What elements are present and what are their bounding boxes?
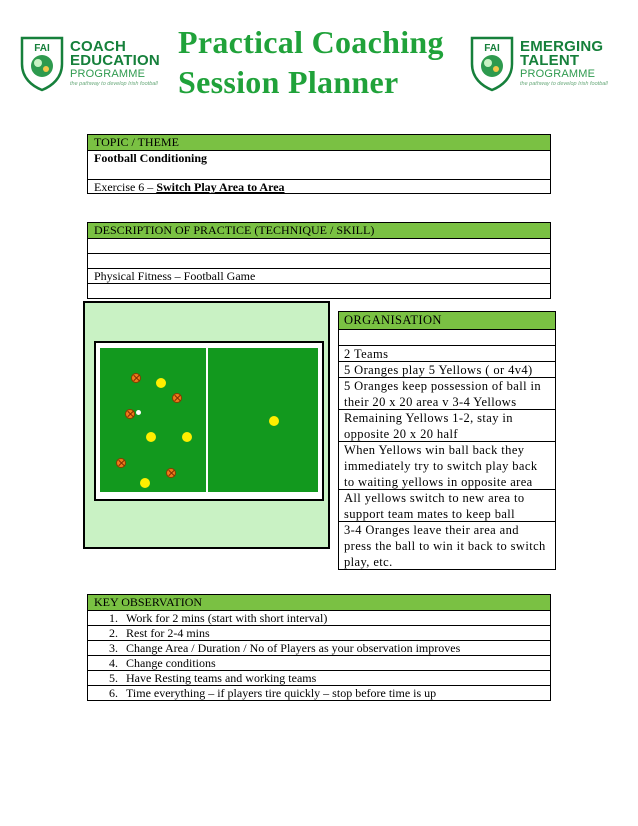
description-line bbox=[88, 253, 550, 268]
organisation-table bbox=[338, 311, 556, 570]
topic-header: TOPIC / THEME bbox=[88, 135, 550, 150]
organisation-row bbox=[339, 329, 555, 345]
pitch-field bbox=[100, 348, 318, 492]
logo-line-1: COACH bbox=[70, 38, 126, 55]
logo-line-3: PROGRAMME bbox=[520, 68, 596, 80]
organisation-row: Remaining Yellows 1-2, stay in opposite 20 x 20 half bbox=[339, 409, 555, 441]
logo-line-2: TALENT bbox=[520, 52, 580, 69]
pitch-diagram bbox=[83, 301, 330, 549]
exercise-prefix: Exercise 6 – bbox=[94, 180, 157, 193]
organisation-row: All yellows switch to new area to support team mates to keep ball bbox=[339, 489, 555, 521]
title-line-2: Session Planner bbox=[178, 64, 399, 100]
organisation-row: When Yellows win ball back they immediately try to switch play back to waiting yellows in opposite area bbox=[339, 441, 555, 489]
organisation-row: 3-4 Oranges leave their area and press the ball to win it back to switch play, etc. bbox=[339, 521, 555, 569]
yellow-player bbox=[269, 416, 279, 426]
observation-item: 4. Change conditions bbox=[88, 655, 550, 670]
description-header: DESCRIPTION OF PRACTICE (TECHNIQUE / SKILL) bbox=[88, 223, 550, 238]
yellow-player bbox=[140, 478, 150, 488]
emerging-talent-logo bbox=[468, 30, 620, 102]
orange-player bbox=[131, 373, 141, 383]
key-observation-header: KEY OBSERVATION bbox=[88, 595, 550, 610]
observation-item: 3. Change Area / Duration / No of Players as your observation improves bbox=[88, 640, 550, 655]
description-line bbox=[88, 283, 550, 298]
orange-player bbox=[172, 393, 182, 403]
observation-item: 2. Rest for 2-4 mins bbox=[88, 625, 550, 640]
svg-text:FAI: FAI bbox=[484, 43, 500, 54]
description-table bbox=[87, 222, 551, 299]
exercise-name: Switch Play Area to Area bbox=[156, 180, 285, 193]
yellow-player bbox=[156, 378, 166, 388]
organisation-header: ORGANISATION bbox=[339, 312, 555, 329]
organisation-row: 2 Teams bbox=[339, 345, 555, 361]
halfway-line bbox=[206, 348, 208, 492]
yellow-player bbox=[182, 432, 192, 442]
observation-item: 1. Work for 2 mins (start with short interval) bbox=[88, 610, 550, 625]
logo-line-2: EDUCATION bbox=[70, 52, 160, 69]
organisation-row: 5 Oranges keep possession of ball in their 20 x 20 area v 3-4 Yellows bbox=[339, 377, 555, 409]
description-line bbox=[88, 238, 550, 253]
organisation-row: 5 Oranges play 5 Yellows ( or 4v4) bbox=[339, 361, 555, 377]
fai-crest-icon bbox=[18, 34, 66, 92]
observation-item: 5. Have Resting teams and working teams bbox=[88, 670, 550, 685]
pitch-border bbox=[94, 341, 324, 501]
key-observation-table bbox=[87, 594, 551, 701]
fai-crest-icon bbox=[468, 34, 516, 92]
topic-theme: Football Conditioning bbox=[88, 150, 550, 179]
orange-player bbox=[116, 458, 126, 468]
orange-player bbox=[166, 468, 176, 478]
observation-item: 6. Time everything – if players tire quickly – stop before time is up bbox=[88, 685, 550, 700]
page-title bbox=[178, 22, 468, 102]
logo-tagline: the pathway to develop Irish football bbox=[520, 81, 608, 87]
ball bbox=[136, 410, 141, 415]
topic-table bbox=[87, 134, 551, 194]
orange-player bbox=[125, 409, 135, 419]
yellow-player bbox=[146, 432, 156, 442]
logo-line-1: EMERGING bbox=[520, 38, 604, 55]
svg-text:FAI: FAI bbox=[34, 43, 50, 54]
title-line-1: Practical Coaching bbox=[178, 24, 444, 60]
logo-line-3: PROGRAMME bbox=[70, 68, 146, 80]
description-line: Physical Fitness – Football Game bbox=[88, 268, 550, 283]
logo-tagline: the pathway to develop Irish football bbox=[70, 81, 158, 87]
exercise-row bbox=[88, 179, 550, 193]
coach-education-logo bbox=[18, 30, 168, 102]
